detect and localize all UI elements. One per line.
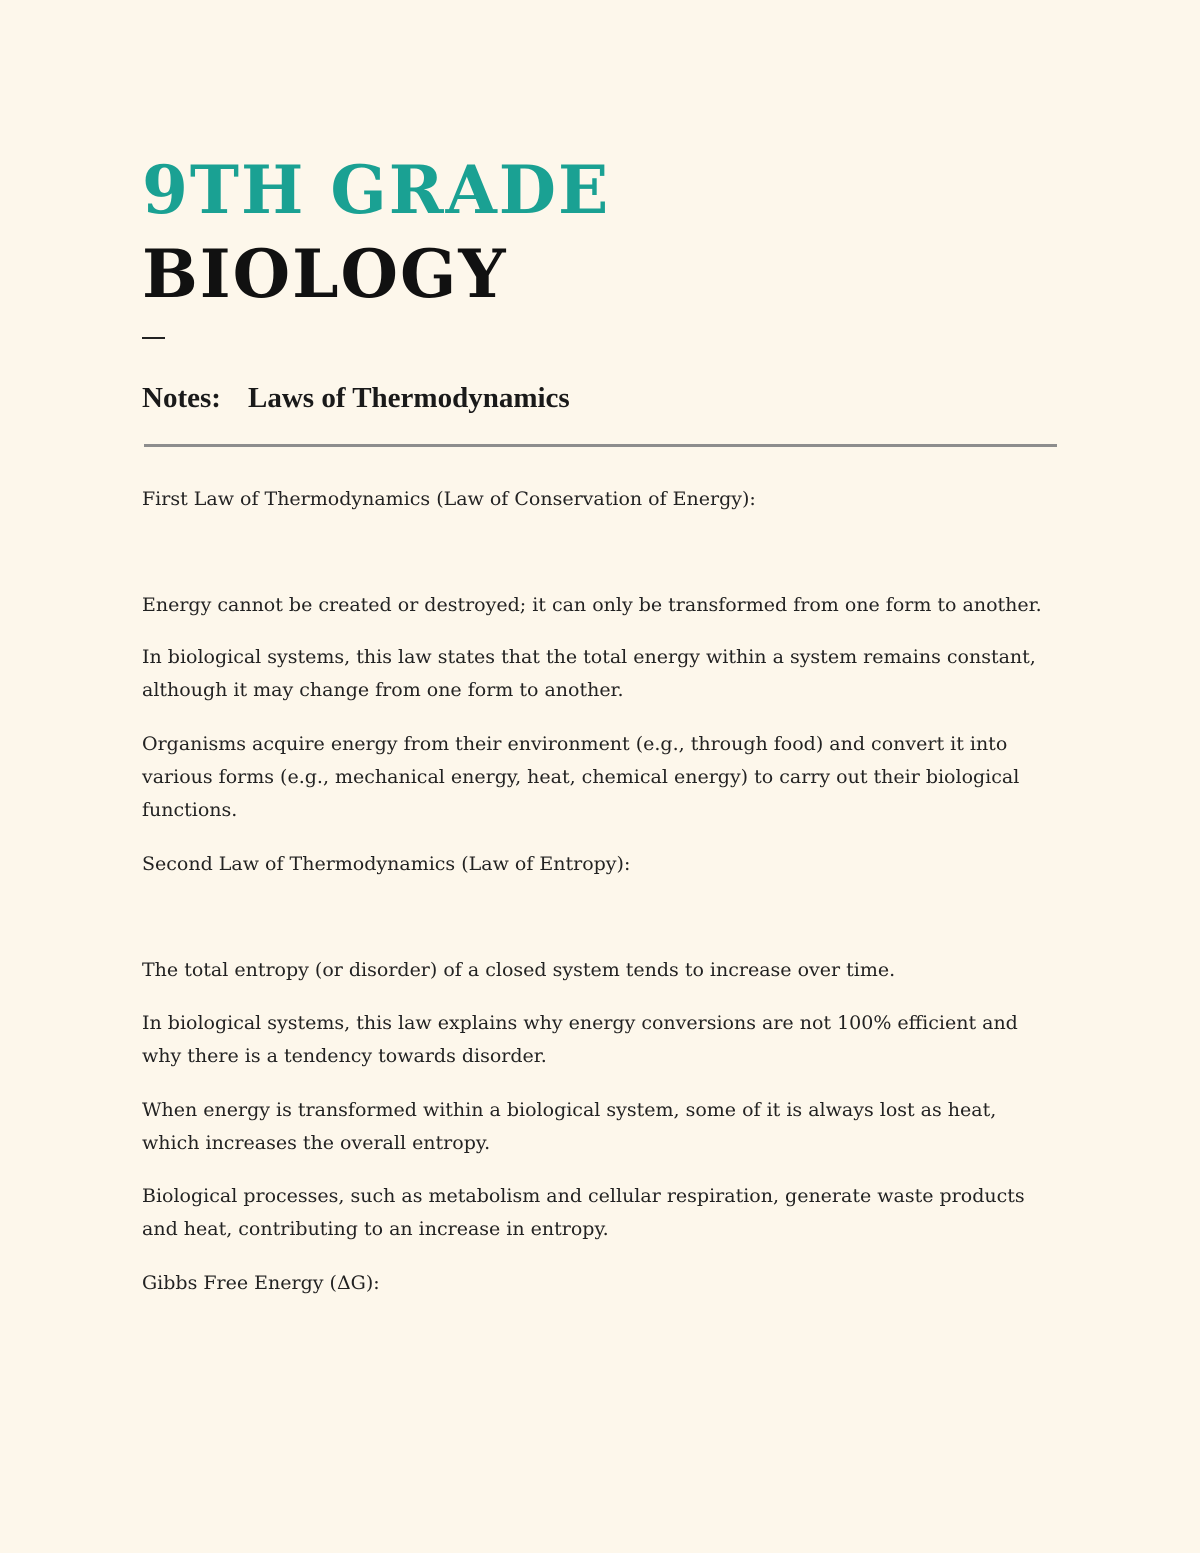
title-subject: BIOLOGY: [142, 235, 508, 313]
notes-label: Notes:: [142, 382, 221, 414]
first-law-paragraph-2: In biological systems, this law states that the total energy within a system remains constant, although it may change from one form to another.: [142, 646, 1036, 701]
horizontal-rule: [144, 444, 1057, 447]
second-law-paragraph-2: In biological systems, this law explains why energy conversions are not 100% efficient and why there is a tendency towards disorder.: [142, 1012, 1018, 1067]
notes-header: [142, 378, 570, 418]
notes-topic: Laws of Thermodynamics: [248, 382, 570, 414]
first-law-paragraph-3: Organisms acquire energy from their environment (e.g., through food) and convert it into various forms (e.g., mechanical energy, heat, chemical energy) to carry out their biological functions.: [142, 733, 1020, 821]
second-law-paragraph-3: When energy is transformed within a biological system, some of it is always lost as heat, which increases the overall entropy.: [142, 1099, 997, 1154]
first-law-paragraph-1: Energy cannot be created or destroyed; it can only be transformed from one form to another.: [142, 594, 1042, 616]
first-law-heading: First Law of Thermodynamics (Law of Conservation of Energy):: [142, 488, 756, 510]
gibbs-heading: Gibbs Free Energy (ΔG):: [142, 1272, 380, 1294]
second-law-paragraph-1: The total entropy (or disorder) of a closed system tends to increase over time.: [142, 959, 896, 981]
title-dash-divider: [142, 337, 165, 339]
title-grade: 9TH GRADE: [142, 151, 611, 229]
second-law-heading: Second Law of Thermodynamics (Law of Entropy):: [142, 853, 631, 875]
second-law-paragraph-4: Biological processes, such as metabolism and cellular respiration, generate waste products and heat, contributing to an increase in entropy.: [142, 1185, 1025, 1240]
